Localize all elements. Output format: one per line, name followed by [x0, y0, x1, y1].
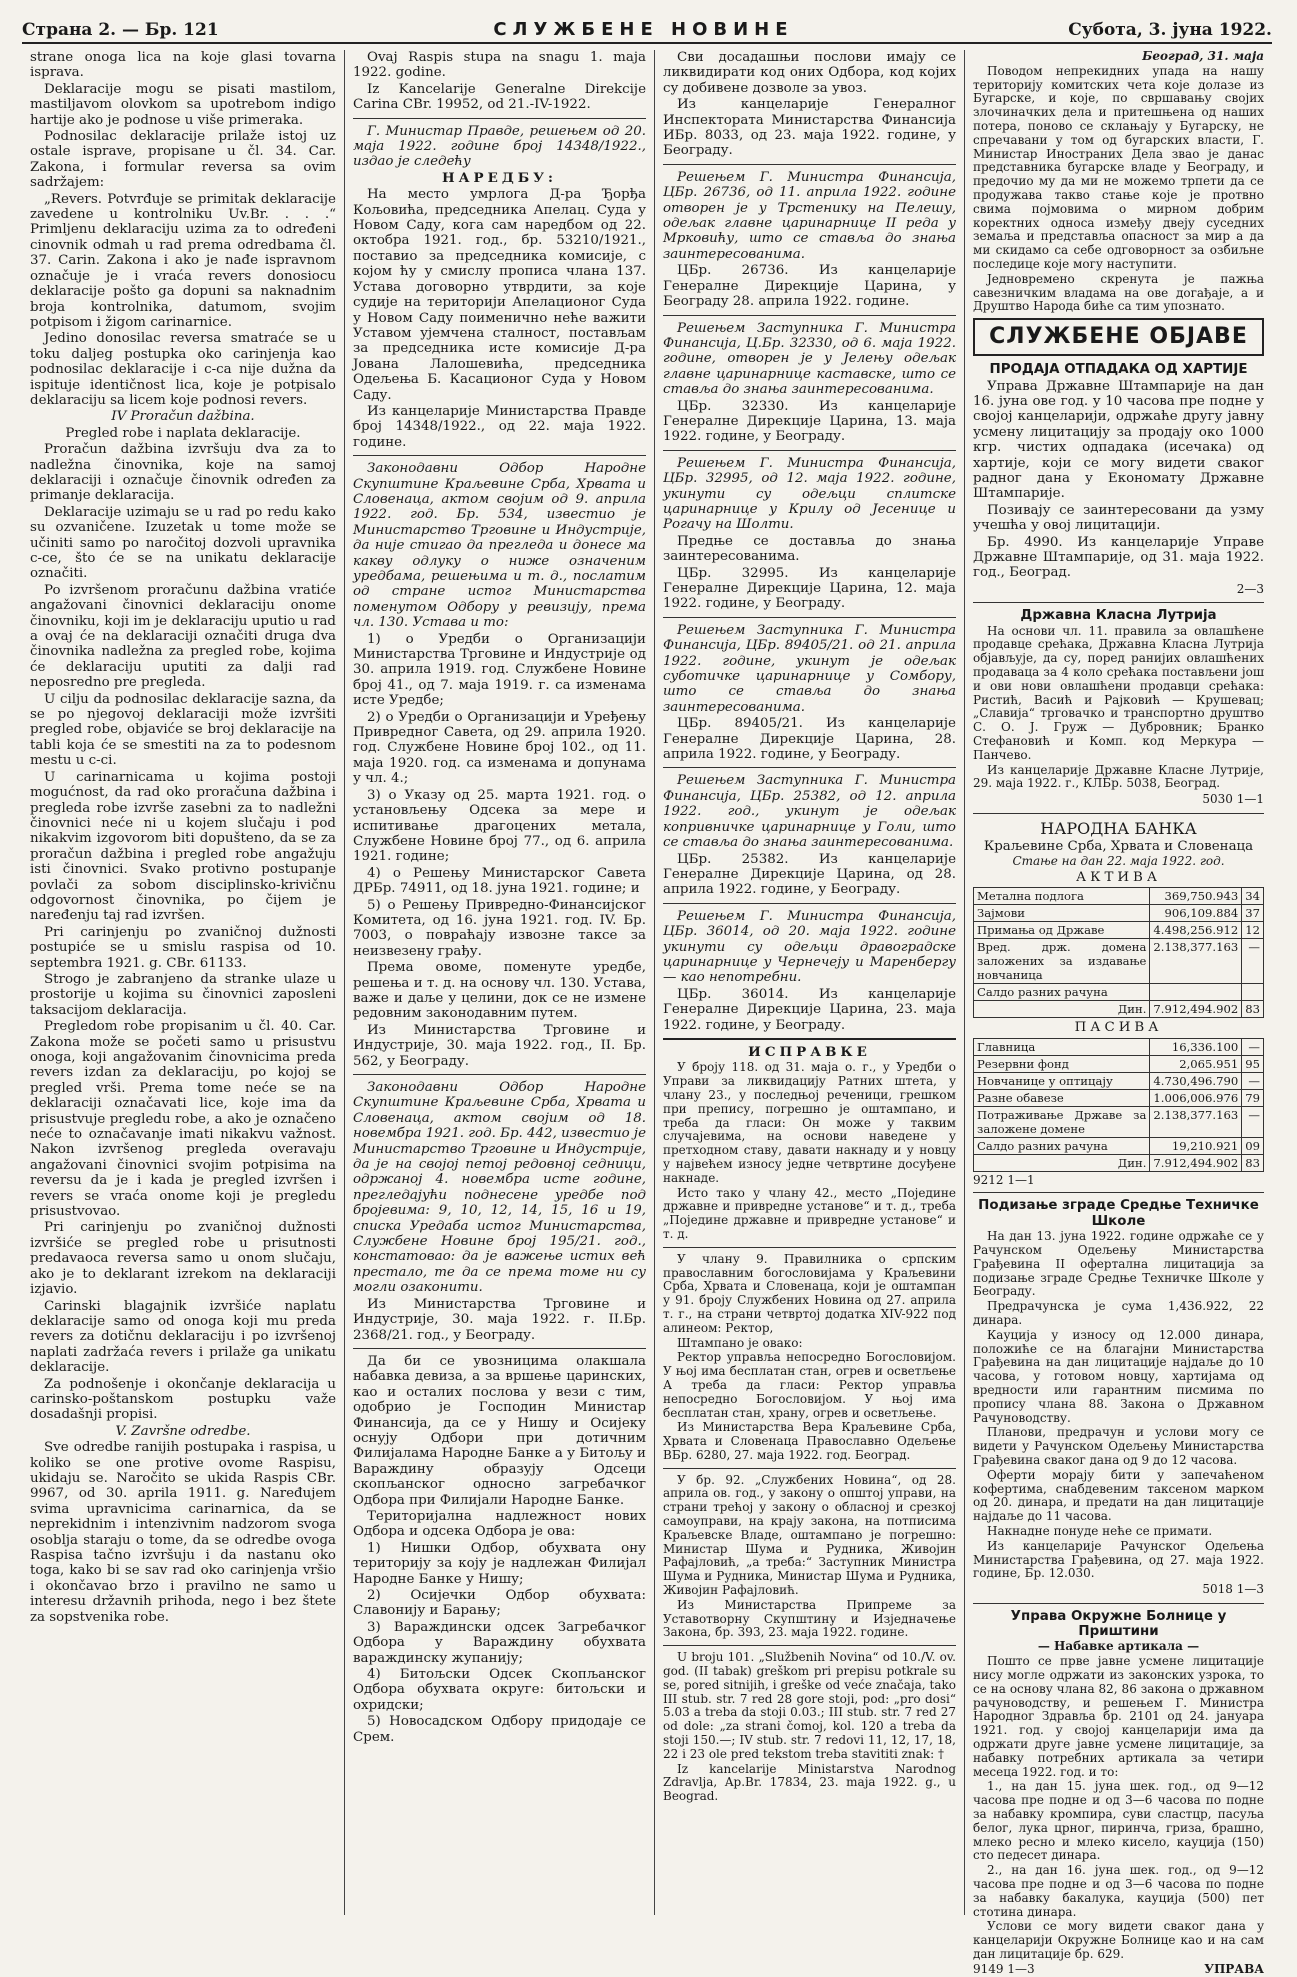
table-cell: —: [1242, 939, 1264, 984]
page-header: [22, 18, 1272, 44]
table-row: [974, 1089, 1264, 1106]
paragraph: Планови, предрачун и услови могу се видети у Рачунском Одељењу Министарства Грађевина сваког дана од 9 до 12 часова.: [973, 1425, 1264, 1467]
paragraph: Бр. 4990. Из канцеларије Управе Државне Штампарије, од 31. маја 1922. год., Београд.: [973, 534, 1264, 581]
paragraph: Sve odredbe ranijih postupaka i raspisa, u koliko se one protive ovome Raspisu, ukidaju se. Naročito se ukida Raspis CBr. 9967, od 30. aprila 1911. g. Naređujem svima upravnicima carinarnica, da se neprekidnim i intenzivnim nadzorom svoga osoblja staraju o tome, da se odredbe ovoga Raspisa tačno izvršuju i da nastanu oko toga, kako bi se sav rad oko carinjenja vršio i okončavao brzo i pravilno ne samo u interesu državnih prihoda, nego i bez štete za sopstvenika robe.: [30, 1440, 336, 1625]
paragraph: Предње се доставља до знања заинтересованима.: [663, 533, 956, 565]
paragraph: 4) Битољски Одсек Скопљанског Одбора обухвата округе: битољски и охридски;: [353, 1667, 646, 1713]
bank-date: Стање на дан 22. маја 1922. год.: [1012, 854, 1225, 869]
notice-number: 5030 1—1: [1202, 792, 1264, 807]
table-cell: [1242, 984, 1264, 1001]
newspaper-title: СЛУЖБЕНЕ НОВИНЕ: [493, 19, 794, 40]
paragraph: Исто тако у члану 42., место „Поједине државне и привредне установе“ и т. д., треба „Поједине државне и привредне установе“ и т. д.: [663, 1185, 956, 1241]
paragraph: 1) Нишки Одбор, обухвата ону територију за коју је надлежан Филијал Народне Банке у Нишу;: [353, 1540, 646, 1587]
paragraph: ЦБр. 26736. Из канцеларије Генералне Дирекције Царина, у Београду 28. априла 1922. године.: [663, 263, 956, 310]
table-total-row: [974, 1154, 1264, 1171]
table-cell: —: [1242, 1072, 1264, 1089]
paragraph: Pri carinjenju po zvaničnoj dužnosti postupiće se u smislu raspisa od 10. septembra 1921. g. CBr. 61133.: [30, 924, 336, 971]
section-subheading: Pregled robe i naplata deklaracije.: [65, 425, 301, 441]
table-row: [974, 1038, 1264, 1055]
paragraph: ЦБр. 25382. Из канцеларије Генералне Дирекције Царина, од 28. априла 1922. године, у Београду.: [663, 851, 956, 898]
table-cell: Метална подлога: [974, 888, 1150, 905]
paragraph: Г. Министар Правде, решењем од 20. маја 1922. године број 14348/1922., издао је следећу: [353, 123, 646, 170]
paragraph: Из Министарства Вера Краљевине Срба, Хрвата и Словенаца Православно Одељење ВБр. 6280, 27. маја 1922. год. Београд.: [663, 1420, 956, 1462]
notice-footer: [973, 1963, 1264, 1977]
table-cell: Главница: [974, 1038, 1150, 1055]
column-3: [654, 50, 964, 1915]
paragraph: Iz kancelarije Ministarstva Narodnog Zdravlja, Ap.Br. 17834, 23. maja 1922. g., u Beograd.: [663, 1761, 956, 1804]
table-cell: 34: [1242, 888, 1264, 905]
table-row: [974, 939, 1264, 984]
paragraph: Решењем Заступника Г. Министра Финансија, Ц.Бр. 32330, од 6. маја 1922. године, отворен је у Јелењу одељак главне царинарнице каставске, што се ставља до знања заинтересованима.: [663, 320, 956, 398]
divider: [353, 455, 646, 456]
paragraph: Решењем Г. Министра Финансија, ЦБр. 36014, од 20. маја 1922. године укинути су одељци дравоградске царинарнице у Чернечеју и Маренбергу — као непотребни.: [663, 908, 956, 986]
paragraph: Iz Kancelarije Generalne Direkcije Carina CBr. 19952, od 21.-IV-1922.: [353, 81, 646, 113]
paragraph: Предрачунска је сума 1,436.922, 22 динара.: [973, 1299, 1264, 1328]
paragraph: Штампано је овако:: [677, 1335, 803, 1350]
table-cell: 12: [1242, 922, 1264, 939]
paragraph: 3) Вараждински одсек Загребачког Одбора у Вараждину обухвата вараждинску жупанију;: [353, 1619, 646, 1666]
table-row: [974, 1106, 1264, 1137]
liabilities-title: ПАСИВА: [1074, 1020, 1163, 1036]
paragraph: ЦБр. 89405/21. Из канцеларије Генералне Дирекције Царина, 28. априла 1922. године, у Београду.: [663, 716, 956, 763]
page-number: Страна 2. — Бр. 121: [22, 20, 219, 40]
issue-date: Субота, 3. јуна 1922.: [1068, 20, 1272, 40]
dateline: Београд, 31. маја: [1142, 49, 1264, 63]
paragraph: Deklaracije uzimaju se u rad po redu kako su ozvaničene. Izuzetak u tome može se učiniti samo po naročitoj dozvoli upravnika c-ce, što će se na unikatu deklaracije označiti.: [30, 504, 336, 582]
column-2: [344, 50, 654, 1915]
paragraph: 5) Новосадском Одбору придодаје се Срем.: [353, 1714, 646, 1745]
table-cell: 2.138,377.163: [1150, 1106, 1242, 1137]
table-cell: Вред. држ. домена заложених за издавање новчаница: [974, 939, 1150, 984]
section-heading: IV Proračun dažbina.: [111, 409, 255, 425]
divider: [663, 315, 956, 316]
signature: УПРАВА: [1204, 1961, 1264, 1976]
paragraph: Позивају се заинтересовани да узму учешћа у овој лицитацији.: [973, 502, 1264, 534]
paragraph: Proračun dažbina izvršuju dva za to nadležna činovnika, koje na samoj deklaraciji i označuje činovnik određen za primanje deklaracija.: [30, 442, 336, 504]
table-cell: 4.498,256.912: [1150, 922, 1242, 939]
divider: [663, 450, 956, 451]
table-cell: Салдо разних рачуна: [974, 1137, 1150, 1154]
paragraph: Carinski blagajnik izvršiće naplatu deklaracije samo od onoga koji mu preda revers za dotičnu deklaraciju i po izvršenoj naplati zadržaća revers i prilaže ga unikatu deklaracije.: [30, 1298, 336, 1376]
divider: [973, 602, 1264, 603]
notice-title: Државна Класна Лутрија: [1020, 608, 1217, 624]
paragraph: strane onoga lica na koje glasi tovarna isprava.: [30, 50, 336, 81]
decree-heading: НАРЕДБУ:: [442, 169, 557, 186]
paragraph: 1., на дан 15. јуна шек. год., од 9—12 часова пре подне и од 3—6 часова по подне за набавку кромпира, суви сластцр, пасуља белог, лука црног, пиринча, гриза, брашно, млеко ресно и млеко кисело, кауција (150) сто педесет динара.: [973, 1779, 1264, 1863]
notice-title: Подизање зграде Средње Техничке Школе: [978, 1198, 1259, 1229]
paragraph: Да би се увозницима олакшала набавка девиза, а за вршење царинских, као и осталих послова у вези с тим, одобрио је Господин Министар Финансија, да се у Нишу и Осијеку оснују Одбори при дотичним Филијалама Народне Банке а у Битољу и Вараждину образују Одсеци скопљанског односно загребачког Одбора при Филијали Народне Банке.: [353, 1353, 646, 1508]
paragraph: Управа Државне Штампарије на дан 16. јуна ове год. у 10 часова пре подне у својој канцеларији, одржаће другу јавну усмену лицитацију за продају око 1000 кгр. чистих одпадака (исечака) од хартије, који се могу видети сваког радног дана у Економату Државне Штампарије.: [973, 378, 1264, 502]
bank-subtitle: Краљевине Срба, Хрвата и Словенаца: [983, 838, 1254, 854]
paragraph: 5) о Решењу Привредно-Финансијског Комитета, од 16. јуна 1921. год. IV. Бр. 7003, о повраћају извозне таксе за неизвезену грађу.: [353, 897, 646, 959]
assets-title: АКТИВА: [1075, 869, 1162, 885]
paragraph: Пошто се прве јавне усмене лицитације нису могле одржати из законских узрока, то се на основу члана 82, 86 закона о државном рачуноводству, и решењем Г. Министра Народног Здравља бр. 2101 од 24. јануара 1921. год. у својој канцеларији има да одржати друге јавне усмене лицитације, за набавку потребних артикала за четири месеца 1922. год. и то:: [973, 1654, 1264, 1779]
notice-number: 5018 1—3: [1202, 1582, 1264, 1597]
paragraph: Из канцеларије Рачунског Одељења Министарства Грађевина, од 27. маја 1922. године, Бр. 12.030.: [973, 1538, 1264, 1581]
paragraph: Pregledom robe propisanim u čl. 40. Car. Zakona može se početi samo u prisustvu onoga, koji angažovanim činovnicima preda revers izdan za deklaraciju, po kojoj se pregled vrši. Prema tome neće se na deklaraciji označavati lice, koje ima da prisustvuje pregledu robe, a ako je označeno neće to označavanje imati nikakvu važnost. Nakon izvršenog pregleda overavaju angažovani činovnici svojim potpisima na reversu da je i kada je pregled izvršen i revers se vraća onome koji je pregledu prisustvovao.: [30, 1019, 336, 1220]
divider: [663, 1645, 956, 1646]
paragraph: Podnosilac deklaracije prilaže istoj uz ostale isprave, propisane u čl. 34. Car. Zakona, i formular reversa sa ovim sadržajem:: [30, 129, 336, 191]
corrections-heading: ИСПРАВКЕ: [748, 1043, 871, 1060]
column-1: [22, 50, 344, 1915]
paragraph: Za podnošenje i okončanje deklaracija u carinsko-poštanskom postupku važe dosadašnji propisi.: [30, 1376, 336, 1423]
paragraph: Решењем Заступника Г. Министра Финансија, ЦБр. 25382, од 12. априла 1922. год., укинут је одељак копривничке царинарнице у Голи, што се ставља до знања заинтересованима.: [663, 773, 956, 851]
divider: [973, 1603, 1264, 1604]
table-cell: 37: [1242, 905, 1264, 922]
table-cell: Дин.: [974, 1001, 1150, 1018]
paragraph: Ректор управља непосредно Богословијом. У њој има бесплатан стан, огрев и осветљење А треба да гласи: Ректор управља непосредно Богословијом. У њој има бесплатан стан, храну, огрев и осветљење.: [663, 1350, 956, 1420]
divider: [663, 1038, 956, 1040]
table-cell: 906,109.884: [1150, 905, 1242, 922]
section-heading: V. Završne odredbe.: [115, 1423, 251, 1439]
notice-number: 9212 1—1: [973, 1172, 1035, 1187]
table-cell: 95: [1242, 1055, 1264, 1072]
table-cell: [1150, 984, 1242, 1001]
paragraph: „Revers. Potvrđuje se primitak deklaracije zavedene u kontrolniku Uv.Br. . . .“ Primljenu deklaraciju uzima za to određeni cinovnik odmah u rad prema odredbama čl. 37. Carin. Zakona i ako je nađe ispravnom označuje je i vraća revers donosiocu deklaracije pošto ga dopuni sa naknadnim broja kontrolnika, datumom, svojim potpisom i žigom carinarnice.: [30, 191, 336, 330]
table-cell: 16,336.100: [1150, 1038, 1242, 1055]
paragraph: На основи чл. 11. правила за овлашћене продавце срећака, Државна Класна Лутрија објављује, да су, поред ранијих овлашћених продаваца за 4 коло срећака постављени још и ови нови овлашћени продавци срећака: Ристић, Васић и Рајковић — Крушевац; „Славија“ трговачко и транспортно друштво С. О. Ј. Груж — Дубровник; Бранко Стефановић и Комп. код Меркура — Панчево.: [973, 623, 1264, 762]
paragraph: 4) о Решењу Министарског Савета ДРБр. 74911, од 18. јуна 1921. године; и: [353, 865, 646, 897]
table-row: [974, 1072, 1264, 1089]
paragraph: На место умрлога Д-ра Ђорђа Кољовића, председника Апелац. Суда у Новом Саду, кога сам наредбом од 22. октобра 1921. год., бр. 53210/1921., поставио за председника комисије, с којом ћу у смислу прописа члана 137. Устава договорно утврдити, за које судије на територији Апелационог Суда у Новом Саду поименично неће важити Уставом ујемчена сталност, постављам за председника исте комисије Д-ра Јована Лалошевића, председника Одељења Б. Касационог Суда у Новом Саду.: [353, 187, 646, 403]
paragraph: 3) о Указу од 25. марта 1921. год. о установљењу Одсека за мере и испитивање драгоцених метала, Службене Новине број 77., од 6. априла 1921. године;: [353, 787, 646, 865]
paragraph: У члану 9. Правилника о српским православним богословијама у Краљевини Срба, Хрвата и Словенаца, који је оштампан у 91. броју Службених Новина од 27. априла т. г., на страни четвртој додатка XIV-922 под алинеом: Ректор,: [663, 1251, 956, 1335]
paragraph: Решењем Г. Министра Финансија, ЦБр. 26736, од 11. априла 1922. године отворен је у Трстенику на Пелешу, одељак главне царинарнице II реда у Мрковићу, што се ставља до знања заинтересованима.: [663, 169, 956, 262]
table-cell: —: [1242, 1038, 1264, 1055]
paragraph: У бр. 92. „Службених Новина“, од 28. априла ов. год., у закону о општој управи, на страни трећој у закону о обласној и срезкој самоуправи, на крају закона, на потписима Краљевске Владе, оштампано је погрешно: Министар Шума и Рудника, Живојин Рафајловић, „а треба:“ Заступник Министра Шума и Рудника, Министар Шума и Рудника, Живојин Рафајловић.: [663, 1472, 956, 1598]
paragraph: Po izvršenom proračunu dažbina vratiće angažovani činovnici deklaraciju onome činovniku, koji im je deklaraciju uputio u rad a ovaj će na deklaraciji označiti druga dva činovnika nadležna za pregled robe, kojima će deklaraciju uputiti za dalji rad neposredno pre pregleda.: [30, 582, 336, 691]
paragraph: У броју 118. од 31. маја о. г., у Уредби о Управи за ликвидацију Ратних штета, у члану 23., у последњој реченици, грешком при препису, погрешно је оштампано, и треба да гласи: Он може у таквим случајевима, на основи наведене у претходном ставу, давати накнаду и у новцу у највећем износу једне четвртине досуђене накнаде.: [663, 1060, 956, 1185]
paragraph: Из Министарства Припреме за Уставотворну Скупштину и Изједначење Закона, бр. 393, 23. маја 1922. године.: [663, 1597, 956, 1640]
divider: [663, 617, 956, 618]
table-cell: Резервни фонд: [974, 1055, 1150, 1072]
table-cell: 2,065.951: [1150, 1055, 1242, 1072]
table-cell: Зајмови: [974, 905, 1150, 922]
table-cell: Дин.: [974, 1154, 1150, 1171]
paragraph: U broju 101. „Službenih Novina“ od 10./V. ov. god. (II tabak) greškom pri prepisu potkrale su se, pored sitnijih, i greške od veće značaja, tako III stub. str. 7 red 28 gore stoji, pod: „pro dosi“ 5.03 a treba da stoji 0.03.; III stub. str. 7 red 27 od dole: „za strani čomoj, kol. 120 a treba da stoji 150.—; IV stub. str. 7 redovi 11, 12, 17, 18, 22 i 23 ole pred tekstom treba stavititi znak: †: [663, 1650, 956, 1761]
notice-number: 2—3: [1236, 581, 1264, 596]
paragraph: Услови се могу видети сваког дана у канцеларији Окружне Болнице као и на сам дан лицитације бр. 629.: [973, 1919, 1264, 1961]
divider: [663, 767, 956, 768]
paragraph: 2) о Уредби о Организацији и Уређењу Привредног Савета, од 29. априла 1920. год. Службене Новине број 102., од 11. маја 1920. год. са изменама и допунама у чл. 4.;: [353, 709, 646, 787]
paragraph: Из Министарства Трговине и Индустрије, 30. маја 1922. г. II.Бр. 2368/21. год., у Београду.: [353, 1296, 646, 1343]
divider: [663, 164, 956, 165]
notice-subtitle: — Набавке артикала —: [1037, 1639, 1200, 1654]
divider: [663, 903, 956, 904]
assets-table: [973, 887, 1264, 1018]
divider: [663, 1247, 956, 1248]
paragraph: Из Министарства Трговине и Индустрије, 30. маја 1922. год., II. Бр. 562, у Београду.: [353, 1022, 646, 1069]
table-cell: 09: [1242, 1137, 1264, 1154]
table-cell: 1.006,006.976: [1150, 1089, 1242, 1106]
column-4: [964, 49, 1272, 1976]
notice-title: ПРОДАЈА ОТПАДАКА ОД ХАРТИЈЕ: [989, 362, 1248, 378]
table-cell: 369,750.943: [1150, 888, 1242, 905]
paragraph: U carinarnicama u kojima postoji mogućnost, da rad oko proračuna dažbina i pregleda robe izvrše zasebni za to nadležni činovnici neće ni u kojem slučaju i pod nikakvim izgovorom biti dopušteno, da se za proračun dažbina i pregled robe angažuju isti činovnici. Svako protivno postupanje povlači za sobom disciplinsko-krivičnu odgovornost činovnika, po čijem je naređenju taj rad izvršen.: [30, 769, 336, 924]
liabilities-table: [973, 1038, 1264, 1172]
table-cell: —: [1242, 1106, 1264, 1137]
paragraph: Територијална надлежност нових Одбора и одсека Одбора је ова:: [353, 1508, 646, 1540]
table-cell: 83: [1242, 1154, 1264, 1171]
paragraph: ЦБр. 32995. Из канцеларије Генералне Дирекције Царина, 12. маја 1922. године, у Београду.: [663, 565, 956, 612]
table-total-row: [974, 1001, 1264, 1018]
divider: [353, 118, 646, 119]
table-cell: Потраживање Државе за заложене домене: [974, 1106, 1150, 1137]
paragraph: Сви досадашњи послови имају се ликвидирати код оних Одбора, код којих су добивене дозволе за увоз.: [663, 50, 956, 96]
bank-title: НАРОДНА БАНКА: [1040, 818, 1197, 838]
divider: [663, 1468, 956, 1469]
paragraph: Решењем Заступника Г. Министра Финансија, ЦБр. 89405/21. од 21. априла 1922. године, укинут је одељак суботичке царинарнице у Сомбору, што се ставља до знања заинтересованима.: [663, 622, 956, 715]
notice-number: 9149 1—3: [973, 1961, 1035, 1976]
paragraph: Законодавни Одбор Народне Скупштине Краљевине Срба, Хрвата и Словенаца, актом својим од 9. априла 1922. год. Бр. 534, известио је Министарство Трговине и Индустрије, да није стигао да прегледа и донесе ма какву одлуку о ниже означеним уредбама, решењима и т. д., послатим од стране истог Министарства поменутом Одбору у ревизију, према чл. 130. Устава и то:: [353, 461, 646, 631]
notice-title: Управа Окружне Болнице у Приштини: [1010, 1608, 1227, 1639]
table-row: [974, 888, 1264, 905]
table-cell: 4.730,496.790: [1150, 1072, 1242, 1089]
paragraph: Ovaj Raspis stupa na snagu 1. maja 1922. godine.: [353, 50, 646, 81]
table-cell: Разне обавезе: [974, 1089, 1150, 1106]
paragraph: Једновремено скренута је пажња савезничким владама на ове догађаје, а и Друштво Народа биће са тим упознато.: [973, 271, 1264, 314]
paragraph: Из канцеларије Генералног Инспектората Министарства Финансија ИБр. 8033, од 23. маја 1922. године, у Београду.: [663, 97, 956, 159]
paragraph: Накнадне понуде неће се примати.: [987, 1523, 1213, 1538]
divider: [353, 1074, 646, 1075]
table-cell: 83: [1242, 1001, 1264, 1018]
paragraph: Решењем Г. Министра Финансија, ЦБр. 32995, од 12. маја 1922. године, укинути су одељци сплитске царинарнице у Крилу од Јесенице и Рогачу на Шолти.: [663, 455, 956, 533]
table-row: [974, 922, 1264, 939]
table-cell: 2.138,377.163: [1150, 939, 1242, 984]
paragraph: Поводом непрекидних упада на нашу територију комитских чета које долазе из Бугарске, и које, по свршавању својих злочиначких дела и притешњена од наших потера, поново се склањају у Бугарску, не спречавани у том од бугарских власти, Г. Министар Иностраних Дела звао је данас представника бугарске владе у Београду, и предочио му да ми не можемо трпети да се продужава такво стање које је протвно свима појмовима о мирном добрим коректних односа између двеју суседних земаља и представља опасност за мир а да ми скидамо са себе одговорност за озбиљне последице које могу наступити.: [973, 63, 1264, 271]
paragraph: Оферти морају бити у запечаћеном кофертима, снабдевеним таксеном марком од 20. динара, и предати на дан лицитације најдаље до 11 часова.: [973, 1467, 1264, 1524]
table-row: [974, 905, 1264, 922]
paragraph: ЦБр. 36014. Из канцеларије Генералне Дирекције Царина, 23. маја 1922. године, у Београду.: [663, 986, 956, 1033]
table-cell: 7.912,494.902: [1150, 1154, 1242, 1171]
table-row: [974, 1137, 1264, 1154]
table-cell: Примања од Државе: [974, 922, 1150, 939]
table-cell: 7.912,494.902: [1150, 1001, 1242, 1018]
table-cell: 19,210.921: [1150, 1137, 1242, 1154]
table-cell: 79: [1242, 1089, 1264, 1106]
paragraph: Законодавни Одбор Народне Скупштине Краљевине Срба, Хрвата и Словенаца, актом својим од 18. новембра 1921. год. Бр. 442, известио је Министарство Трговине и Индустрије, да је на својој петој редовној седници, одржаној 4. новембра исте године, прегледајући поднесене уредбе под бројевима: 9, 10, 12, 14, 15, 16 и 19, списка Уредаба истог Министарства, Службене Новине број 195/21. год., констатовао: да је важење истих већ престало, те да се према томе ни су могли озаконити.: [353, 1080, 646, 1296]
paragraph: Strogo je zabranjeno da stranke ulaze u prostorije u kojima su činovnici zaposleni taksacijom deklaracija.: [30, 971, 336, 1018]
paragraph: 2., на дан 16. јуна шек. год., од 9—12 часова пре подне и од 3—6 часова по подне за набавку бакалука, кауција (500) пет стотина динара.: [973, 1863, 1264, 1919]
paragraph: Pri carinjenju po zvaničnoj dužnosti izvršiće se pregled robe u prisutnosti predavaoca reversa samo u onom slučaju, ako je to deklarant izrekom na deklaraciji izjavio.: [30, 1220, 336, 1298]
divider: [973, 813, 1264, 814]
paragraph: ЦБр. 32330. Из канцеларије Генералне Дирекције Царина, 13. маја 1922. године, у Београду.: [663, 398, 956, 445]
divider: [353, 1348, 646, 1349]
paragraph: Кауција у износу од 12.000 динара, положиће се на благајни Министарства Грађевина на дан лицитације најдаље до 10 часова, у готовом новцу, хартијама од вредности или гарантним писмима по пропису члана 88. Закона о Државном Рачуноводству.: [973, 1327, 1264, 1425]
paragraph: Jedino donosilac reversa smatraće se u toku daljeg postupka oko carinjenja kao podnosilac deklaracije i c-ca nije dužna da ispituje identičnost lica, koje je potpisalo deklaraciju sa licem koje podnosi revers.: [30, 331, 336, 408]
paragraph: Из канцеларије Министарства Правде број 14348/1922., од 22. маја 1922. године.: [353, 403, 646, 450]
paragraph: U cilju da podnosilac deklaracije sazna, da se po njegovoj deklaraciji može izvršiti pregled robe, objaviće se broj deklaracije na tabli koja će se smestiti na za to podesnom mestu u c-ci.: [30, 691, 336, 769]
paragraph: Према овоме, поменуте уредбе, решења и т. д. на основу чл. 130. Устава, важе и даље у целини, док се не измене редовним законодавним путем.: [353, 960, 646, 1022]
paragraph: Deklaracije mogu se pisati mastilom, mastiljavom olovkom sa upotrebom indigo hartije ako je podnose u više primeraka.: [30, 81, 336, 128]
table-row: [974, 984, 1264, 1001]
paragraph: 1) о Уредби о Организацији Министарства Трговине и Индустрије од 30. априла 1919. год. Службене Новине број 41., од 7. маја 1919. г. са изменама исте Уредбе;: [353, 631, 646, 709]
paragraph: Из канцеларије Државне Класне Лутрије, 29. маја 1922. г., КЛБр. 5038, Београд.: [973, 762, 1264, 791]
table-cell: Салдо разних рачуна: [974, 984, 1150, 1001]
paragraph: На дан 13. јуна 1922. године одржаће се у Рачунском Одељењу Министарства Грађевина II офертална лицитација за подизање зграде Средње Техничке Школе у Београду.: [973, 1229, 1264, 1299]
official-notices-banner: СЛУЖБЕНЕ ОБЈАВЕ: [973, 318, 1264, 356]
divider: [973, 1192, 1264, 1193]
table-cell: Новчанице у оптицају: [974, 1072, 1150, 1089]
paragraph: 2) Осијечки Одбор обухвата: Славонију и Барању;: [353, 1588, 646, 1619]
table-row: [974, 1055, 1264, 1072]
